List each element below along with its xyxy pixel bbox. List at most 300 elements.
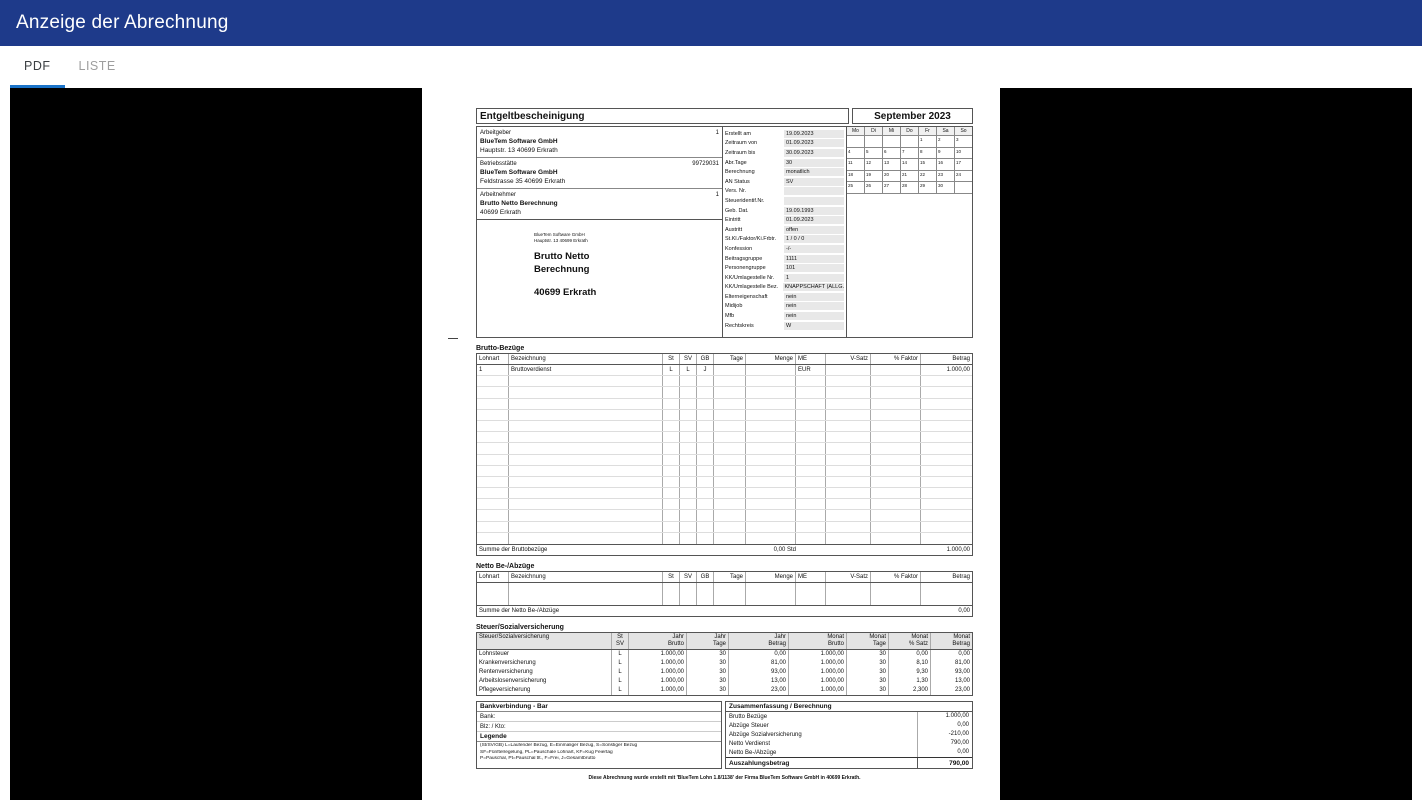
calendar-day: 20 xyxy=(883,171,901,182)
header-bottom: Tage xyxy=(872,641,886,647)
header-top: Steuer/Sozialversicherung xyxy=(479,634,550,640)
total-value: 790,00 xyxy=(917,758,972,768)
cell-monat-brutto: 1.000,00 xyxy=(789,677,847,686)
summary-total-row xyxy=(726,757,972,768)
info-row xyxy=(723,148,846,158)
col-header-sv: SV xyxy=(680,354,697,364)
calendar-day xyxy=(883,136,901,147)
address-window xyxy=(477,232,722,299)
employee-address: 40699 Erkrath xyxy=(480,209,521,216)
pdf-viewer[interactable] xyxy=(10,88,1412,800)
cell-faktor xyxy=(871,365,921,375)
cell-monat-betrag: 93,00 xyxy=(954,669,970,675)
header-bottom: Tage xyxy=(712,641,726,647)
netto-empty-rows xyxy=(477,583,972,605)
col-header-gb: GB xyxy=(697,572,714,582)
info-row xyxy=(723,177,846,187)
cell-jahr-betrag: 0,00 xyxy=(729,650,789,659)
col-header-gb: GB xyxy=(697,354,714,364)
cell-menge xyxy=(746,365,796,375)
cell-monat-brutto: 1.000,00 xyxy=(789,650,847,659)
cell-betrag: 1.000,00 xyxy=(946,367,970,373)
employee-number: 1 xyxy=(715,192,719,198)
header-bottom: Betrag xyxy=(952,641,970,647)
cell-monat-brutto: 1.000,00 xyxy=(789,668,847,677)
info-row xyxy=(723,321,846,331)
cell-lohnart: 1 xyxy=(477,365,509,375)
workplace-address: Feldstrasse 35 40699 Erkrath xyxy=(480,178,566,185)
calendar-day xyxy=(955,182,972,193)
summary-row xyxy=(726,748,972,757)
summary-row xyxy=(726,712,972,721)
calendar-day: 28 xyxy=(901,182,919,193)
info-row xyxy=(723,273,846,283)
summary-rows xyxy=(726,712,972,757)
calendar-day: 21 xyxy=(901,171,919,182)
info-value: 01.09.2023 xyxy=(784,216,844,224)
info-value: 30 xyxy=(784,159,844,167)
info-row xyxy=(723,225,846,235)
info-label: Vers. Nr. xyxy=(725,188,747,195)
info-row xyxy=(723,215,846,225)
info-value: nein xyxy=(784,302,844,310)
employee-details-list xyxy=(723,127,847,337)
employer-name: BlueTem Software GmbH xyxy=(480,138,558,145)
info-label: Zeitraum bis xyxy=(725,149,756,156)
info-value: 1111 xyxy=(784,255,844,263)
info-row xyxy=(723,263,846,273)
info-label: Eintritt xyxy=(725,217,741,224)
steuer-row xyxy=(477,659,972,668)
header-top: Monat xyxy=(869,634,886,640)
calendar-day: 13 xyxy=(883,159,901,170)
calendar-day: 24 xyxy=(956,171,962,177)
info-row xyxy=(723,254,846,264)
info-label: Abr.Tage xyxy=(725,159,747,166)
brutto-sum-label: Summe der Bruttobezüge xyxy=(479,547,548,553)
col-header-st-sv xyxy=(612,633,629,649)
cell-jahr-tage: 30 xyxy=(687,650,729,659)
cell-jahr-betrag: 93,00 xyxy=(729,668,789,677)
calendar-column xyxy=(847,127,972,337)
header-bottom: Brutto xyxy=(827,641,844,647)
summary-value: 0,00 xyxy=(917,748,972,757)
cell-name: Arbeitslosenversicherung xyxy=(477,677,612,686)
bank-row: Bank: xyxy=(477,712,721,722)
summary-label: Abzüge Sozialversicherung xyxy=(729,731,802,738)
info-row xyxy=(723,196,846,206)
cell-monat-satz: 8,10 xyxy=(889,659,931,668)
info-value: 19.09.1993 xyxy=(784,207,844,215)
info-label: Elterneigenschaft xyxy=(725,293,768,300)
cell-monat-brutto: 1.000,00 xyxy=(789,686,847,695)
steuer-table xyxy=(476,632,973,696)
total-label: Auszahlungsbetrag xyxy=(729,759,790,767)
calendar-week-row xyxy=(847,136,972,148)
brutto-footer-row xyxy=(477,544,972,555)
cell-monat-satz: 2,300 xyxy=(889,686,931,695)
calendar-day: 9 xyxy=(937,148,955,159)
cell-st: L xyxy=(612,686,629,695)
steuer-row xyxy=(477,677,972,686)
summary-label: Abzüge Steuer xyxy=(729,722,769,729)
doc-period: September 2023 xyxy=(852,108,973,124)
steuer-row xyxy=(477,650,972,659)
col-header-st: St xyxy=(663,572,680,582)
header-bottom: SV xyxy=(615,641,624,647)
info-value xyxy=(784,187,844,195)
calendar-day: 8 xyxy=(919,148,937,159)
info-label: Mfb xyxy=(725,313,735,320)
summary-label: Brutto Bezüge xyxy=(729,713,768,720)
calendar-day: 6 xyxy=(883,148,901,159)
brutto-empty-rows xyxy=(477,376,972,544)
netto-header-row xyxy=(477,572,972,583)
calendar-day xyxy=(901,136,919,147)
header-bottom: % Satz xyxy=(908,641,928,647)
calendar-day xyxy=(865,136,883,147)
calendar-day: 5 xyxy=(865,148,883,159)
page-title: Anzeige der Abrechnung xyxy=(16,12,229,33)
info-value: 101 xyxy=(784,264,844,272)
summary-label: Netto Verdienst xyxy=(729,740,771,747)
bank-section xyxy=(476,701,722,769)
col-header-monat-tage xyxy=(847,633,889,649)
header-top: Monat xyxy=(827,634,844,640)
cell-jahr-betrag: 81,00 xyxy=(729,659,789,668)
cell-monat-satz: 9,30 xyxy=(889,668,931,677)
cell-monat-tage: 30 xyxy=(847,668,889,677)
info-row xyxy=(723,283,846,293)
legend-heading: Legende xyxy=(477,732,721,742)
brutto-table xyxy=(476,353,973,556)
calendar-day: 18 xyxy=(847,171,865,182)
cell-gb: J xyxy=(697,365,714,375)
info-label: Steueridentif.Nr. xyxy=(725,197,765,204)
col-header-jahr-betrag xyxy=(729,633,789,649)
info-row xyxy=(723,244,846,254)
brutto-data-row xyxy=(477,365,972,376)
netto-footer-row xyxy=(477,605,972,616)
calendar-day-header: Fr xyxy=(919,127,937,135)
header-top: St xyxy=(617,634,623,640)
sender-line-1: BlueTem Software GmbH xyxy=(534,232,585,237)
recipient-city: 40699 Erkrath xyxy=(534,287,597,298)
summary-row xyxy=(726,730,972,739)
calendar-day: 29 xyxy=(919,182,937,193)
calendar-day: 23 xyxy=(937,171,955,182)
netto-sum-label: Summe der Netto Be-/Abzüge xyxy=(479,608,560,614)
pdf-page xyxy=(422,88,1000,800)
workplace-block xyxy=(477,158,722,189)
calendar-day: 12 xyxy=(865,159,883,170)
info-value: KNAPPSCHAFT (ALLG. xyxy=(784,284,844,291)
info-row xyxy=(723,311,846,321)
info-label: Beitragsgruppe xyxy=(725,255,763,262)
cell-monat-satz: 0,00 xyxy=(889,650,931,659)
info-row xyxy=(723,235,846,245)
calendar-day: 3 xyxy=(956,137,959,142)
info-value: 1 xyxy=(784,274,844,282)
brutto-sum-betrag: 1.000,00 xyxy=(946,547,970,553)
calendar-week-row xyxy=(847,148,972,160)
cell-sv: L xyxy=(680,365,697,375)
col-header-monat-betrag xyxy=(931,633,972,649)
doc-footer-note: Diese Abrechnung wurde erstellt mit 'BlueTem Lohn 1.8/1138' der Firma BlueTem Software GmbH in 40699 Erkrath. xyxy=(588,775,861,781)
info-row xyxy=(723,129,846,139)
header-top: Monat xyxy=(953,634,970,640)
legend-line: SF=Fünftelregelung, PL=Pauschale Lohnart, KF=Kug Feiertag xyxy=(480,749,613,755)
cell-vsatz xyxy=(826,365,871,375)
cell-name: Krankenversicherung xyxy=(477,659,612,668)
fold-mark xyxy=(448,338,458,339)
cell-tage xyxy=(714,365,746,375)
calendar-day: 27 xyxy=(883,182,901,193)
calendar-day: 1 xyxy=(919,136,937,147)
col-header-sv: SV xyxy=(680,572,697,582)
col-header-bezeichnung: Bezeichnung xyxy=(509,572,663,582)
bottom-area xyxy=(476,701,973,769)
summary-value: 1.000,00 xyxy=(917,712,972,721)
cell-jahr-tage: 30 xyxy=(687,668,729,677)
workplace-label: Betriebsstätte xyxy=(480,161,517,167)
calendar-day: 17 xyxy=(956,160,962,165)
cell-monat-tage: 30 xyxy=(847,677,889,686)
col-header-tage: Tage xyxy=(714,572,746,582)
netto-heading: Netto Be-/Abzüge xyxy=(476,563,535,570)
info-value: monatlich xyxy=(784,168,844,176)
col-header-betrag: Betrag xyxy=(952,574,970,580)
employee-label: Arbeitnehmer xyxy=(480,192,517,198)
app-header xyxy=(0,0,1422,46)
cell-jahr-betrag: 13,00 xyxy=(729,677,789,686)
col-header-jahr-brutto xyxy=(629,633,687,649)
cell-st: L xyxy=(612,677,629,686)
calendar-day: 15 xyxy=(919,159,937,170)
cell-monat-tage: 30 xyxy=(847,686,889,695)
bank-heading: Bankverbindung - Bar xyxy=(477,702,721,712)
brutto-header-row xyxy=(477,354,972,365)
col-header-steuer-sv xyxy=(477,633,612,649)
info-value: 1 / 0 / 0 xyxy=(784,235,844,243)
calendar-day-header: Mi xyxy=(883,127,901,135)
header-top: Monat xyxy=(911,634,928,640)
header-top: Jahr xyxy=(774,634,786,640)
workplace-name: BlueTem Software GmbH xyxy=(480,169,558,176)
summary-row xyxy=(726,721,972,730)
calendar-day-header: Di xyxy=(865,127,883,135)
col-header-me: ME xyxy=(796,572,826,582)
legend-lines xyxy=(477,742,721,765)
cell-jahr-brutto: 1.000,00 xyxy=(629,677,687,686)
recipient-line-2: Berechnung xyxy=(534,264,590,275)
cell-bezeichnung: Bruttoverdienst xyxy=(509,365,663,375)
calendar-day: 10 xyxy=(956,148,962,154)
info-label: Berechnung xyxy=(725,169,755,176)
doc-title: Entgeltbescheinigung xyxy=(476,108,849,124)
info-value: nein xyxy=(784,293,844,301)
calendar-day: 22 xyxy=(919,171,937,182)
col-header-tage: Tage xyxy=(714,354,746,364)
info-row xyxy=(723,187,846,197)
calendar-day: 26 xyxy=(865,182,883,193)
cell-st: L xyxy=(612,650,629,659)
col-header-jahr-tage xyxy=(687,633,729,649)
info-row xyxy=(723,292,846,302)
cell-st: L xyxy=(612,659,629,668)
info-label: KK/Umlagestelle Bez. xyxy=(725,284,779,291)
cell-monat-satz: 1,30 xyxy=(889,677,931,686)
info-value: SV xyxy=(784,178,844,186)
calendar-day: 7 xyxy=(901,148,919,159)
cell-jahr-brutto: 1.000,00 xyxy=(629,668,687,677)
steuer-header-row xyxy=(477,633,972,650)
calendar-week-row xyxy=(847,171,972,183)
employer-address: Hauptstr. 13 40699 Erkrath xyxy=(480,147,558,154)
info-value xyxy=(784,197,844,205)
employer-label: Arbeitgeber xyxy=(480,130,512,136)
steuer-row xyxy=(477,686,972,695)
header-top: Jahr xyxy=(714,634,726,640)
info-value: nein xyxy=(784,312,844,320)
cell-jahr-betrag: 23,00 xyxy=(729,686,789,695)
col-header-faktor: % Faktor xyxy=(871,354,921,364)
info-left-column xyxy=(477,127,723,337)
cell-me: EUR xyxy=(796,365,826,375)
netto-table xyxy=(476,571,973,617)
col-header-st: St xyxy=(663,354,680,364)
cell-name: Rentenversicherung xyxy=(477,668,612,677)
employee-name: Brutto Netto Berechnung xyxy=(480,200,558,207)
cell-monat-betrag: 23,00 xyxy=(954,687,970,693)
legend-line: P=Pauschal, Pt=Pauschal tlt., F=Frei, J=Gesamtbrutto xyxy=(480,756,596,761)
info-value: 30.09.2023 xyxy=(784,149,844,157)
info-label: AN Status xyxy=(725,178,750,185)
cell-monat-tage: 30 xyxy=(847,659,889,668)
cell-st: L xyxy=(612,668,629,677)
recipient-block xyxy=(534,250,722,299)
info-label: Midijob xyxy=(725,303,743,310)
info-value: 01.09.2023 xyxy=(784,139,844,147)
employee-block xyxy=(477,189,722,220)
info-label: Geb. Dat. xyxy=(725,207,749,214)
cell-jahr-tage: 30 xyxy=(687,677,729,686)
tab-liste[interactable]: LISTE xyxy=(78,58,116,73)
tab-pdf[interactable]: PDF xyxy=(10,46,65,88)
calendar-day: 11 xyxy=(847,159,865,170)
brutto-heading: Brutto-Bezüge xyxy=(476,345,525,352)
header-top: Jahr xyxy=(672,634,684,640)
info-label: Erstellt am xyxy=(725,130,751,137)
summary-row xyxy=(726,739,972,748)
calendar xyxy=(847,127,972,194)
info-row xyxy=(723,302,846,312)
info-label: Zeitraum von xyxy=(725,140,758,147)
summary-label: Netto Be-/Abzüge xyxy=(729,749,777,756)
steuer-row xyxy=(477,668,972,677)
sender-line-2: Hauptstr. 13 40699 Erkrath xyxy=(534,237,588,243)
calendar-day: 2 xyxy=(937,136,955,147)
calendar-day-header: So xyxy=(960,128,967,134)
info-value: offen xyxy=(784,226,844,234)
header-bottom: Betrag xyxy=(768,641,786,647)
cell-jahr-brutto: 1.000,00 xyxy=(629,650,687,659)
netto-sum-betrag: 0,00 xyxy=(958,608,970,614)
brutto-sum-menge: 0,00 Std xyxy=(773,547,796,553)
calendar-day: 19 xyxy=(865,171,883,182)
info-label: Rechtskreis xyxy=(725,322,754,329)
cell-monat-brutto: 1.000,00 xyxy=(789,659,847,668)
calendar-day xyxy=(847,136,865,147)
summary-heading: Zusammenfassung / Berechnung xyxy=(726,702,972,712)
col-header-menge: Menge xyxy=(746,354,796,364)
calendar-week-row xyxy=(847,182,972,194)
info-label: St.Kl./Faktor/Ki.Frbtr. xyxy=(725,236,777,243)
calendar-day-header: Do xyxy=(901,127,919,135)
col-header-betrag: Betrag xyxy=(952,356,970,362)
info-row xyxy=(723,139,846,149)
cell-jahr-tage: 30 xyxy=(687,659,729,668)
info-value: 19.09.2023 xyxy=(784,130,844,138)
employer-block xyxy=(477,127,722,158)
steuer-table-body xyxy=(477,650,972,695)
calendar-day: 16 xyxy=(937,159,955,170)
col-header-bezeichnung: Bezeichnung xyxy=(509,354,663,364)
calendar-day: 4 xyxy=(847,148,865,159)
info-label: Konfession xyxy=(725,245,753,252)
workplace-number: 99729031 xyxy=(692,161,719,167)
cell-monat-betrag: 81,00 xyxy=(954,660,970,666)
calendar-day: 30 xyxy=(937,182,955,193)
summary-value: -210,00 xyxy=(917,730,972,739)
calendar-day-header: Sa xyxy=(937,127,955,135)
blz-kto-row: Blz: / Kto: xyxy=(477,722,721,732)
recipient-line-1: Brutto Netto xyxy=(534,251,590,262)
cell-monat-betrag: 0,00 xyxy=(958,651,970,657)
cell-name: Lohnsteuer xyxy=(477,650,612,659)
cell-monat-tage: 30 xyxy=(847,650,889,659)
cell-monat-betrag: 13,00 xyxy=(954,678,970,684)
header-bottom: Brutto xyxy=(667,641,684,647)
doc-title-row xyxy=(476,108,973,124)
col-header-vsatz: V-Satz xyxy=(826,572,871,582)
col-header-monat-satz xyxy=(889,633,931,649)
info-row xyxy=(723,158,846,168)
summary-value: 790,00 xyxy=(917,739,972,748)
info-row xyxy=(723,206,846,216)
col-header-lohnart: Lohnart xyxy=(477,572,509,582)
col-header-me: ME xyxy=(796,354,826,364)
col-header-vsatz: V-Satz xyxy=(826,354,871,364)
tab-bar xyxy=(0,46,1422,88)
info-label: KK/Umlagestelle Nr. xyxy=(725,274,775,281)
info-label: Austritt xyxy=(725,226,743,233)
cell-jahr-tage: 30 xyxy=(687,686,729,695)
steuer-heading: Steuer/Sozialversicherung xyxy=(476,624,564,631)
employer-number: 1 xyxy=(715,130,719,136)
cell-jahr-brutto: 1.000,00 xyxy=(629,686,687,695)
cell-jahr-brutto: 1.000,00 xyxy=(629,659,687,668)
info-area xyxy=(476,126,973,338)
calendar-day: 14 xyxy=(901,159,919,170)
info-row xyxy=(723,167,846,177)
calendar-week-row xyxy=(847,159,972,171)
cell-name: Pflegeversicherung xyxy=(477,686,612,695)
info-value: -/- xyxy=(784,245,844,253)
col-header-faktor: % Faktor xyxy=(871,572,921,582)
calendar-header-row xyxy=(847,127,972,136)
calendar-body xyxy=(847,136,972,194)
